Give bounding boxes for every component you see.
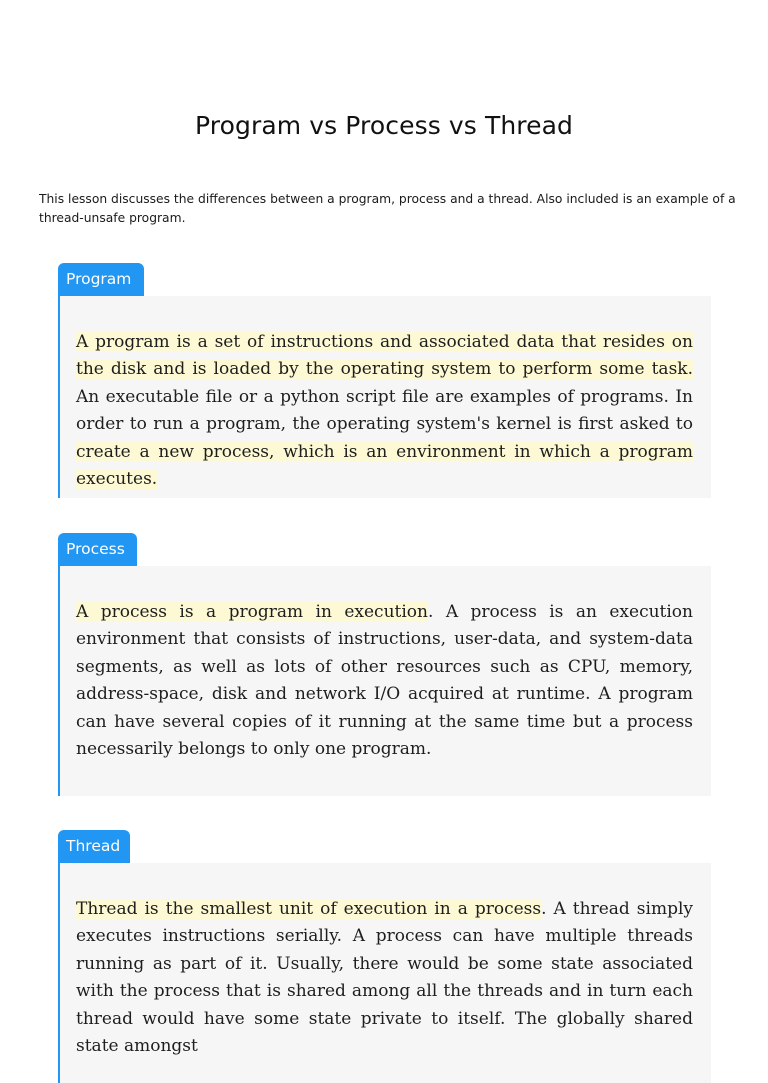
process-highlight-definition: A process is a program in execution: [76, 602, 428, 622]
lesson-intro: This lesson discusses the differences between a program, process and a thread. Also included is an example of a thread-unsafe program.: [39, 192, 736, 225]
thread-text: . A thread simply executes instructions serially. A process can have multiple threads running as part of it. Usually, there would be some state associated with the process that is shared among all the threads and in turn each thread would have some state private to itself. The globally shared state amongst: [76, 899, 693, 1057]
program-paragraph: [76, 329, 693, 493]
process-tab-label: Process: [58, 533, 137, 566]
process-paragraph: [76, 599, 693, 763]
program-text: An executable file or a python script file are examples of programs. In order to run a program, the operating system's kernel is first asked to: [76, 386, 693, 435]
page-title: Program vs Process vs Thread: [195, 111, 573, 140]
process-text: . A process is an execution environment that consists of instructions, user-data, and system-data segments, as well as lots of other resources such as CPU, memory, address-space, disk and network I/O acquired at runtime. A program can have several copies of it running at the same time but a process necessarily belongs to only one program.: [76, 602, 693, 760]
thread-paragraph: [76, 896, 693, 1060]
program-highlight-definition: A program is a set of instructions and associated data that resides on the disk and is loaded by the operating system to perform some task.: [76, 332, 693, 380]
thread-content-box: [58, 863, 711, 1083]
program-content-box: [58, 296, 711, 498]
program-highlight-process: create a new process, which is an environment in which a program executes.: [76, 441, 693, 490]
thread-tab-label: Thread: [58, 830, 130, 863]
thread-highlight-definition: Thread is the smallest unit of execution in a process: [76, 899, 542, 919]
process-content-box: [58, 566, 711, 796]
program-tab-label: Program: [58, 263, 144, 296]
